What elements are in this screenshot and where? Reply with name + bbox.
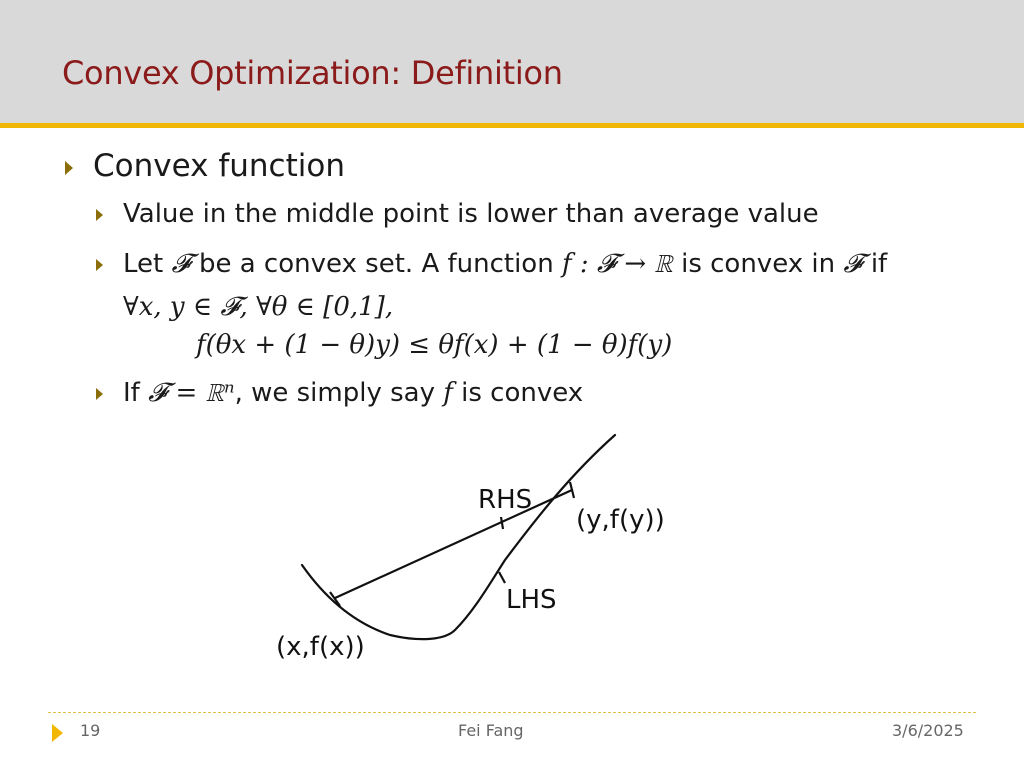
lhs-label: LHS [506, 585, 557, 615]
bullet-rn-case [123, 378, 583, 409]
math-function-map: f : 𝓕 → ℝ [561, 249, 673, 279]
math-quantifier: ∀x, y ∈ 𝓕, ∀θ ∈ [0,1], [123, 292, 394, 322]
text-if: if [862, 249, 888, 279]
convex-function-sketch [260, 430, 720, 680]
math-set-f-2: 𝓕 [843, 249, 863, 279]
bullet-arrow-icon [65, 161, 73, 175]
chord-line [335, 490, 572, 598]
text-we-simply-say: , we simply say [234, 378, 444, 408]
bullet-arrow-icon [96, 209, 103, 221]
bullet-middle-point [123, 199, 819, 229]
lhs-tick [499, 572, 505, 583]
bullet-arrow-icon [96, 388, 103, 400]
rhs-tick [501, 517, 503, 529]
rhs-label: RHS [478, 485, 533, 515]
footer-author: Fei Fang [458, 721, 524, 740]
text-is-convex-in: is convex in [672, 249, 844, 279]
footer-arrow-icon [52, 724, 63, 742]
y-point-label: (y,f(y)) [576, 505, 665, 535]
text-if-2: If [123, 378, 149, 408]
text-let: Let [123, 249, 164, 279]
math-quantifier-line [123, 292, 393, 323]
title-underline [0, 123, 1024, 128]
bullet-text: Convex function [93, 148, 345, 184]
page-number: 19 [80, 721, 101, 740]
bullet-arrow-icon [96, 259, 103, 271]
bullet-text: Value in the middle point is lower than average value [123, 199, 819, 229]
footer-date: 3/6/2025 [892, 721, 964, 740]
math-f-equals-rn: 𝓕 = ℝⁿ [148, 378, 235, 408]
footer-rule [48, 712, 976, 713]
text-convex-set: be a convex set. A function [190, 249, 562, 279]
text-is-convex: is convex [452, 378, 584, 408]
x-point-label: (x,f(x)) [276, 632, 365, 662]
math-f: f [443, 378, 453, 408]
slide-title: Convex Optimization: Definition [62, 54, 563, 92]
bullet-convex-function [93, 148, 345, 184]
convex-curve [302, 435, 615, 639]
bullet-definition [123, 249, 887, 280]
math-set-f: 𝓕 [171, 249, 191, 279]
math-inequality: f(θx + (1 − θ)y) ≤ θf(x) + (1 − θ)f(y) [196, 330, 673, 360]
